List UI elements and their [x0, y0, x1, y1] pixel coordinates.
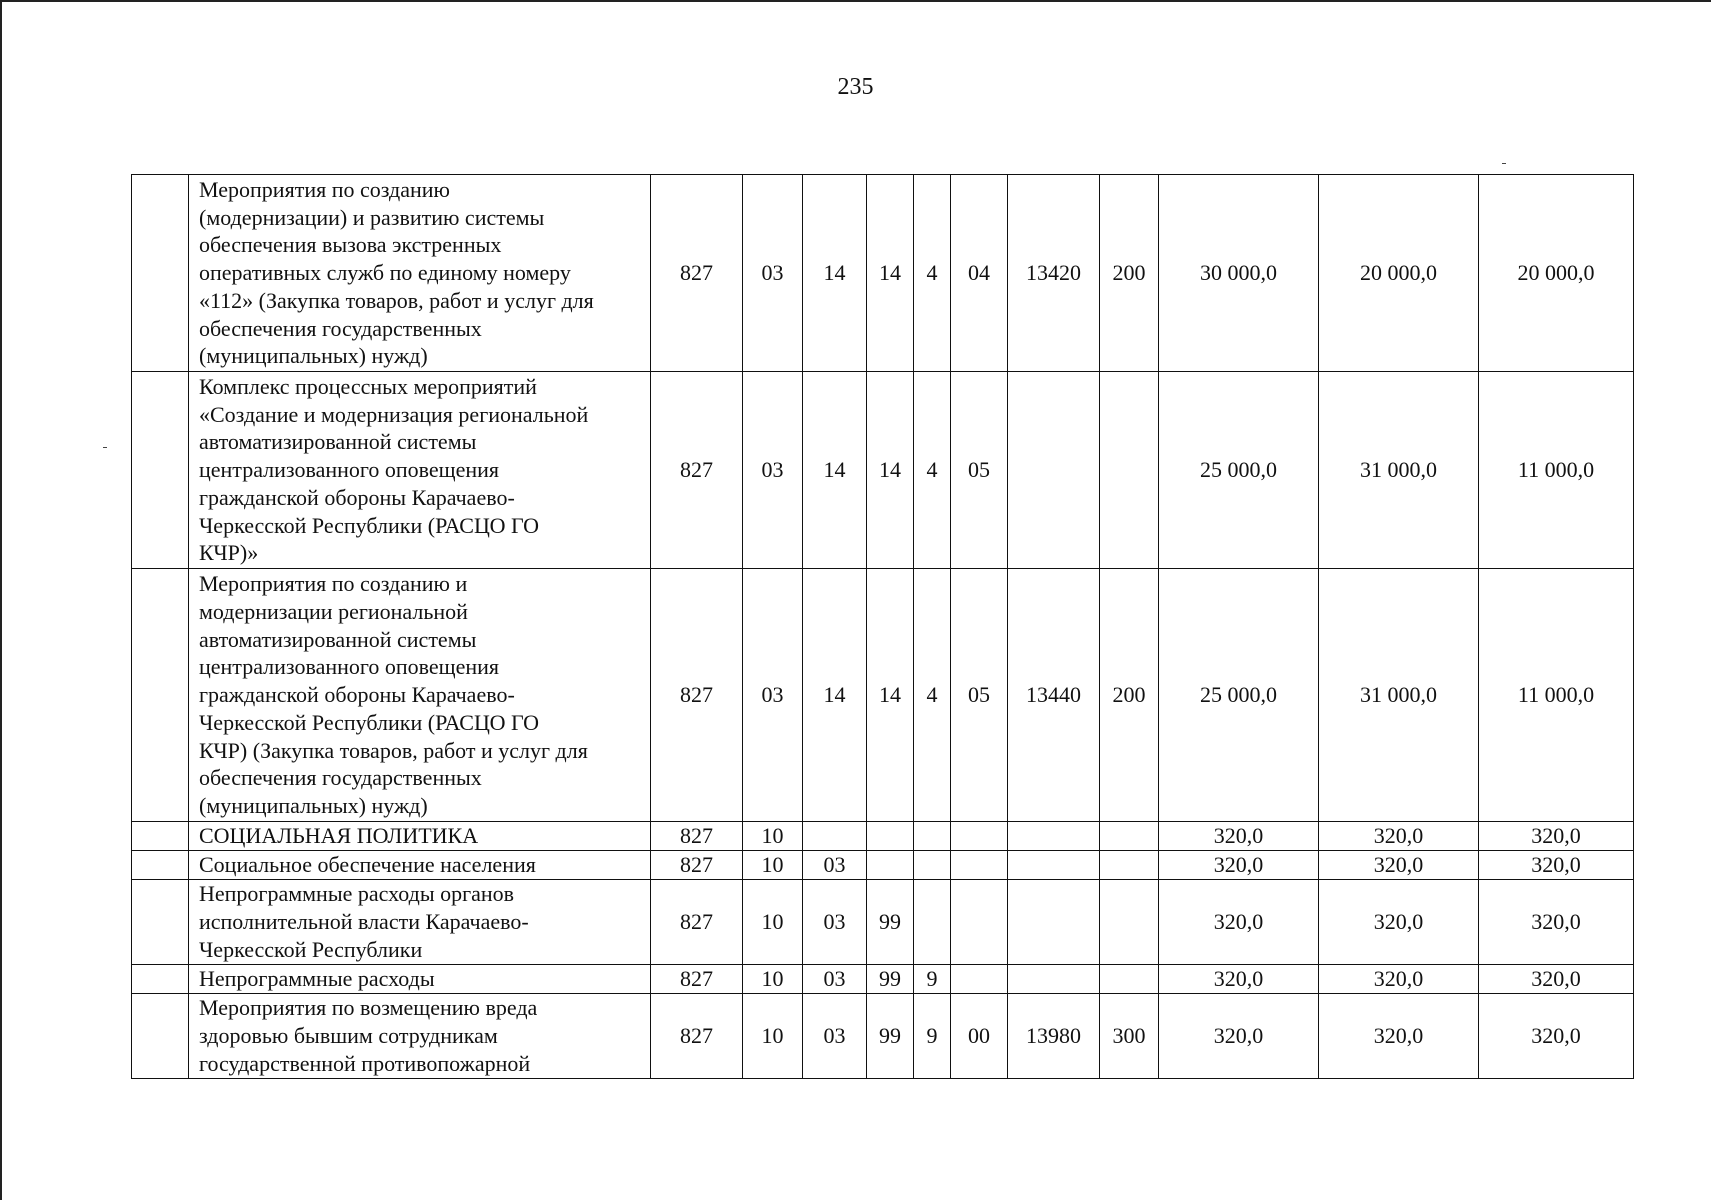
- direction-code: [1008, 822, 1100, 851]
- program-type-code: [914, 822, 951, 851]
- program-code: 99: [867, 994, 914, 1079]
- expense-type-code: [1100, 851, 1159, 880]
- item-name: Мероприятия по созданию и модернизации региональной автоматизированной системы централизованного оповещения гражданской обороны Карачаево- Черкесской Республики (РАСЦО ГО КЧР) (Закупка товаров, работ и услуг для обеспечения государственных (муниципальных) нужд): [189, 569, 651, 822]
- amount-year-1: 320,0: [1159, 851, 1319, 880]
- section-code: 03: [743, 569, 803, 822]
- blank-cell: [132, 569, 189, 822]
- section-code: 03: [743, 175, 803, 372]
- amount-year-2: 31 000,0: [1319, 569, 1479, 822]
- scan-mark: [1502, 163, 1506, 164]
- program-code: 99: [867, 880, 914, 965]
- item-name: Непрограммные расходы органов исполнительной власти Карачаево- Черкесской Республики: [189, 880, 651, 965]
- subsection-code: 14: [803, 569, 867, 822]
- subprogram-code: [951, 965, 1008, 994]
- table-row: [132, 965, 1634, 994]
- program-type-code: 4: [914, 372, 951, 569]
- blank-cell: [132, 372, 189, 569]
- amount-year-2: 320,0: [1319, 994, 1479, 1079]
- amount-year-2: 320,0: [1319, 822, 1479, 851]
- amount-year-2: 20 000,0: [1319, 175, 1479, 372]
- direction-code: [1008, 880, 1100, 965]
- direction-code: 13980: [1008, 994, 1100, 1079]
- table-row: [132, 372, 1634, 569]
- subsection-code: 03: [803, 880, 867, 965]
- ministry-code: 827: [651, 822, 743, 851]
- blank-cell: [132, 880, 189, 965]
- ministry-code: 827: [651, 965, 743, 994]
- subprogram-code: [951, 851, 1008, 880]
- expense-type-code: 200: [1100, 569, 1159, 822]
- amount-year-1: 30 000,0: [1159, 175, 1319, 372]
- subsection-code: [803, 822, 867, 851]
- ministry-code: 827: [651, 372, 743, 569]
- amount-year-1: 320,0: [1159, 994, 1319, 1079]
- ministry-code: 827: [651, 994, 743, 1079]
- table-row: [132, 822, 1634, 851]
- direction-code: [1008, 372, 1100, 569]
- blank-cell: [132, 994, 189, 1079]
- section-code: 03: [743, 372, 803, 569]
- program-type-code: 9: [914, 994, 951, 1079]
- program-code: 14: [867, 569, 914, 822]
- subprogram-code: [951, 880, 1008, 965]
- ministry-code: 827: [651, 851, 743, 880]
- subprogram-code: 00: [951, 994, 1008, 1079]
- program-type-code: 4: [914, 175, 951, 372]
- expense-type-code: 200: [1100, 175, 1159, 372]
- budget-table: [131, 174, 1634, 1079]
- blank-cell: [132, 851, 189, 880]
- amount-year-1: 25 000,0: [1159, 569, 1319, 822]
- program-code: 99: [867, 965, 914, 994]
- subsection-code: 03: [803, 851, 867, 880]
- direction-code: 13440: [1008, 569, 1100, 822]
- section-code: 10: [743, 994, 803, 1079]
- program-code: 14: [867, 372, 914, 569]
- expense-type-code: [1100, 372, 1159, 569]
- item-name: СОЦИАЛЬНАЯ ПОЛИТИКА: [189, 822, 651, 851]
- page-border-left: [0, 0, 2, 1200]
- amount-year-3: 320,0: [1479, 994, 1634, 1079]
- item-name: Комплекс процессных мероприятий «Создание и модернизация региональной автоматизированной системы централизованного оповещения гражданской обороны Карачаево- Черкесской Республики (РАСЦО ГО КЧР)»: [189, 372, 651, 569]
- item-name: Непрограммные расходы: [189, 965, 651, 994]
- program-code: [867, 822, 914, 851]
- expense-type-code: [1100, 880, 1159, 965]
- subsection-code: 03: [803, 994, 867, 1079]
- ministry-code: 827: [651, 880, 743, 965]
- amount-year-3: 320,0: [1479, 965, 1634, 994]
- direction-code: [1008, 851, 1100, 880]
- direction-code: [1008, 965, 1100, 994]
- expense-type-code: [1100, 965, 1159, 994]
- amount-year-1: 320,0: [1159, 822, 1319, 851]
- subprogram-code: 04: [951, 175, 1008, 372]
- program-type-code: 4: [914, 569, 951, 822]
- amount-year-3: 20 000,0: [1479, 175, 1634, 372]
- amount-year-1: 320,0: [1159, 965, 1319, 994]
- program-code: [867, 851, 914, 880]
- expense-type-code: [1100, 822, 1159, 851]
- program-type-code: [914, 880, 951, 965]
- program-type-code: [914, 851, 951, 880]
- blank-cell: [132, 965, 189, 994]
- item-name: Мероприятия по возмещению вреда здоровью бывшим сотрудникам государственной противопожарной: [189, 994, 651, 1079]
- blank-cell: [132, 175, 189, 372]
- ministry-code: 827: [651, 175, 743, 372]
- amount-year-2: 320,0: [1319, 965, 1479, 994]
- item-name: Мероприятия по созданию (модернизации) и развитию системы обеспечения вызова экстренных оперативных служб по единому номеру «112» (Закупка товаров, работ и услуг для обеспечения государственных (муниципальных) нужд): [189, 175, 651, 372]
- subprogram-code: 05: [951, 569, 1008, 822]
- amount-year-2: 31 000,0: [1319, 372, 1479, 569]
- program-type-code: 9: [914, 965, 951, 994]
- table-row: [132, 175, 1634, 372]
- amount-year-1: 25 000,0: [1159, 372, 1319, 569]
- amount-year-3: 320,0: [1479, 851, 1634, 880]
- scan-mark: [103, 447, 107, 448]
- table-row: [132, 569, 1634, 822]
- amount-year-3: 11 000,0: [1479, 372, 1634, 569]
- ministry-code: 827: [651, 569, 743, 822]
- page-number: 235: [837, 74, 874, 100]
- amount-year-3: 320,0: [1479, 880, 1634, 965]
- direction-code: 13420: [1008, 175, 1100, 372]
- section-code: 10: [743, 880, 803, 965]
- amount-year-3: 320,0: [1479, 822, 1634, 851]
- subsection-code: 14: [803, 175, 867, 372]
- section-code: 10: [743, 965, 803, 994]
- blank-cell: [132, 822, 189, 851]
- subprogram-code: [951, 822, 1008, 851]
- table-row: [132, 994, 1634, 1079]
- amount-year-2: 320,0: [1319, 880, 1479, 965]
- page-border-top: [0, 0, 1711, 2]
- table-row: [132, 880, 1634, 965]
- section-code: 10: [743, 851, 803, 880]
- subsection-code: 03: [803, 965, 867, 994]
- amount-year-1: 320,0: [1159, 880, 1319, 965]
- expense-type-code: 300: [1100, 994, 1159, 1079]
- section-code: 10: [743, 822, 803, 851]
- item-name: Социальное обеспечение населения: [189, 851, 651, 880]
- subsection-code: 14: [803, 372, 867, 569]
- subprogram-code: 05: [951, 372, 1008, 569]
- program-code: 14: [867, 175, 914, 372]
- table-row: [132, 851, 1634, 880]
- amount-year-3: 11 000,0: [1479, 569, 1634, 822]
- amount-year-2: 320,0: [1319, 851, 1479, 880]
